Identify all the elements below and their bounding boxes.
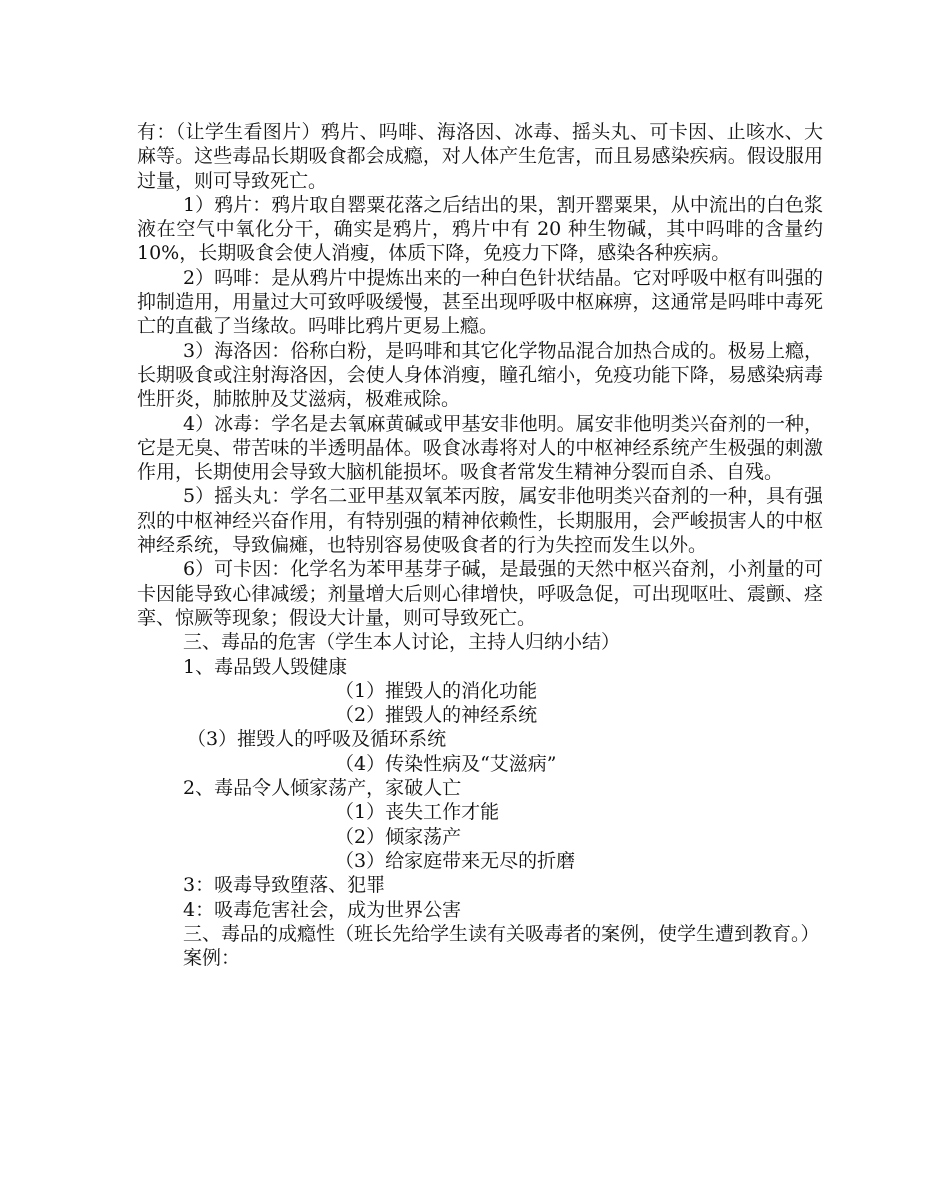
drug-morphine-paragraph: 2）吗啡：是从鸦片中提炼出来的一种白色针状结晶。它对呼吸中枢有叫强的抑制造用，用量过大可致呼吸缓慢，甚至出现呼吸中枢麻痹，这通常是吗啡中毒死亡的直截了当缘故。吗啡比鸦片更易上瘾。 bbox=[137, 266, 823, 338]
drug-opium-paragraph: 1）鸦片：鸦片取自罂粟花落之后结出的果，割开罂粟果，从中流出的白色浆液在空气中氧化分干，确实是鸦片，鸦片中有 20 种生物碱，其中吗啡的含量约 10%，长期吸食会使人消瘦，体质下降，免疫力下降，感染各种疾病。 bbox=[137, 193, 823, 265]
intro-paragraph: 有：（让学生看图片）鸦片、吗啡、海洛因、冰毒、摇头丸、可卡因、止咳水、大麻等。这些毒品长期吸食都会成瘾，对人体产生危害，而且易感染疾病。假设服用过量，则可导致死亡。 bbox=[137, 121, 823, 192]
harm-health-item: （3）摧毁人的呼吸及循环系统 bbox=[187, 728, 447, 751]
document-body bbox=[137, 120, 823, 970]
harm-family-item: （2）倾家荡产 bbox=[335, 825, 462, 848]
section-harm-heading: 三、毒品的危害（学生本人讨论，主持人归纳小结） bbox=[183, 631, 621, 654]
harm-family-item: （1）丧失工作才能 bbox=[335, 801, 500, 824]
harm-crime-line: 3：吸毒导致堕落、犯罪 bbox=[183, 874, 386, 897]
drug-cocaine-paragraph: 6）可卡因：化学名为苯甲基芽子碱，是最强的天然中枢兴奋剂，小剂量的可卡因能导致心律减缓；剂量增大后则心律增快，呼吸急促，可出现呕吐、震颤、痉挛、惊厥等现象；假设大计量，则可导致死亡。 bbox=[137, 558, 823, 629]
section-addiction-heading: 三、毒品的成瘾性（班长先给学生读有关吸毒者的案例，使学生遭到教育。） bbox=[183, 922, 820, 945]
harm-health-item: （2）摧毁人的神经系统 bbox=[335, 704, 538, 727]
harm-family-heading: 2、毒品令人倾家荡产，家破人亡 bbox=[183, 777, 462, 800]
drug-ecstasy-paragraph: 5）摇头丸：学名二亚甲基双氧苯丙胺，属安非他明类兴奋剂的一种，具有强烈的中枢神经兴奋作用，有特别强的精神依赖性，长期服用，会严峻损害人的中枢神经系统，导致偏瘫，也特别容易使吸食者的行为失控而发生以外。 bbox=[137, 485, 823, 557]
harm-family-item: （3）给家庭带来无尽的折磨 bbox=[335, 849, 576, 872]
drug-heroin-paragraph: 3）海洛因：俗称白粉，是吗啡和其它化学物品混合加热合成的。极易上瘾，长期吸食或注射海洛因，会使人身体消瘦，瞳孔缩小，免疫功能下降，易感染病毒性肝炎，肺脓肿及艾滋病，极难戒除。 bbox=[137, 339, 823, 411]
drug-meth-paragraph: 4）冰毒：学名是去氧麻黄碱或甲基安非他明。属安非他明类兴奋剂的一种，它是无臭、带苦味的半透明晶体。吸食冰毒将对人的中枢神经系统产生极强的刺激作用，长期使用会导致大脑机能损坏。吸食者常发生精神分裂而自杀、自残。 bbox=[137, 412, 823, 484]
harm-health-heading: 1、毒品毁人毁健康 bbox=[183, 655, 348, 678]
harm-society-line: 4：吸毒危害社会，成为世界公害 bbox=[183, 898, 462, 921]
case-label: 案例： bbox=[183, 947, 241, 970]
harm-health-item: （1）摧毁人的消化功能 bbox=[335, 679, 538, 702]
harm-health-item: （4）传染性病及“艾滋病” bbox=[335, 752, 557, 775]
